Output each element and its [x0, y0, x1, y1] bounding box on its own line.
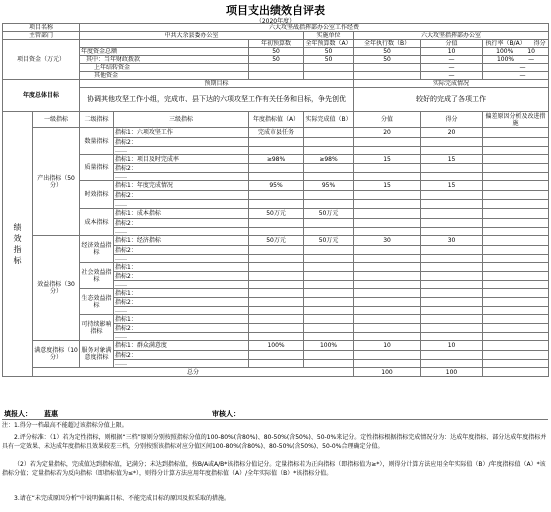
- level2-indicator: 生态效益指标: [80, 289, 114, 315]
- report-title: 项目支出绩效自评表: [226, 4, 325, 17]
- fund-cell-split: [483, 56, 549, 64]
- fund-cell: —: [519, 64, 526, 71]
- indicator-cell: [483, 128, 549, 138]
- indicator-cell: 指标2：: [114, 191, 249, 200]
- indicator-cell: [354, 281, 421, 289]
- total-remark: [483, 368, 549, 377]
- indicator-cell: [249, 351, 304, 360]
- fund-cell: —: [421, 56, 483, 64]
- indicator-cell: [304, 263, 354, 272]
- fund-row-label: 其中：当年财政拨款: [80, 56, 249, 64]
- indicator-cell: [354, 173, 421, 181]
- indicator-cell: [483, 272, 549, 281]
- indicator-cell: 10: [354, 341, 421, 351]
- fund-cell-split: [483, 48, 549, 56]
- indicator-cell: ≥98%: [304, 155, 354, 164]
- indicator-cell: [249, 360, 304, 368]
- indicator-cell: [354, 255, 421, 263]
- indicator-cell: 指标2：: [114, 138, 249, 147]
- level1-indicator: 效益指标（30分）: [33, 236, 80, 341]
- indicator-cell: [304, 138, 354, 147]
- indicator-cell: [354, 324, 421, 333]
- indicator-cell: [421, 281, 483, 289]
- fund-cell: 50: [304, 48, 354, 56]
- indicator-cell: [421, 147, 483, 155]
- indicator-cell: [354, 298, 421, 307]
- indicator-cell: [304, 200, 354, 209]
- level2-indicator: 数量指标: [80, 128, 114, 155]
- indicator-cell: [304, 246, 354, 255]
- indicator-cell: [483, 324, 549, 333]
- fund-cell: 50: [249, 48, 304, 56]
- indicator-cell: 指标2：: [114, 219, 249, 228]
- indicator-cell: 指标1：: [114, 315, 249, 324]
- indicator-cell: [354, 307, 421, 315]
- indicator-cell: [483, 236, 549, 246]
- unit-label: 实施单位: [304, 32, 354, 40]
- indicator-cell: [249, 281, 304, 289]
- indicator-cell: 完成市县任务: [249, 128, 304, 138]
- indicator-cell: [304, 351, 354, 360]
- indicator-cell: [304, 255, 354, 263]
- total-got: 100: [421, 368, 483, 377]
- level1-indicator: 产出指标（50分）: [33, 128, 80, 236]
- level2-indicator: 成本指标: [80, 209, 114, 236]
- fund-cell: —: [528, 56, 535, 63]
- indicator-cell: [483, 351, 549, 360]
- indicator-cell: [421, 164, 483, 173]
- indicator-cell: [483, 341, 549, 351]
- indicator-cell: [421, 209, 483, 219]
- indicator-cell: [249, 164, 304, 173]
- indicator-cell: [354, 263, 421, 272]
- indicator-cell: [304, 324, 354, 333]
- filler-label: 填报人：: [4, 410, 32, 418]
- indicator-cell: 30: [421, 236, 483, 246]
- fund-cell: —: [421, 64, 483, 72]
- fund-cell: [249, 72, 304, 80]
- indicator-cell: 50万元: [304, 236, 354, 246]
- indicator-cell: 95%: [304, 181, 354, 191]
- fund-cell: 50: [249, 56, 304, 64]
- indicator-cell: [354, 228, 421, 236]
- indicator-cell: 20: [421, 128, 483, 138]
- project-name-label: 项目名称: [3, 24, 80, 32]
- indicator-cell: 指标1：六项攻坚工作: [114, 128, 249, 138]
- indicator-cell: 95%: [249, 181, 304, 191]
- indicator-cell: [483, 138, 549, 147]
- level2-indicator: 质量指标: [80, 155, 114, 181]
- indicator-cell: [354, 333, 421, 341]
- indicator-cell: [354, 360, 421, 368]
- funds-col: 执行率（B/A）: [485, 40, 526, 47]
- indicator-col: 偏差原因分析及改进措施: [483, 112, 549, 128]
- level2-indicator: 社会效益指标: [80, 263, 114, 289]
- actual-header: 实际完成情况: [354, 80, 549, 88]
- indicator-cell: [354, 147, 421, 155]
- indicator-cell: 指标1：项目及时完成率: [114, 155, 249, 164]
- indicator-cell: [354, 246, 421, 255]
- indicator-cell: 指标2：: [114, 351, 249, 360]
- indicator-cell: 指标1：群众满意度: [114, 341, 249, 351]
- indicator-cell: [421, 255, 483, 263]
- reviewer-label: 审核人：: [212, 410, 240, 418]
- indicator-cell: [249, 289, 304, 298]
- indicator-cell: 15: [421, 181, 483, 191]
- fund-cell: 100%: [496, 56, 515, 63]
- indicator-cell: [421, 263, 483, 272]
- indicator-cell: [249, 173, 304, 181]
- fund-cell: 50: [354, 48, 421, 56]
- self-evaluation-table: [2, 23, 549, 377]
- expected-header: 预期目标: [80, 80, 354, 88]
- indicator-cell: [483, 246, 549, 255]
- indicator-cell: 50万元: [304, 209, 354, 219]
- indicator-cell: [354, 191, 421, 200]
- indicator-cell: [483, 200, 549, 209]
- level2-indicator: 可持续影响指标: [80, 315, 114, 341]
- indicator-cell: [421, 272, 483, 281]
- funds-col-split: [483, 40, 549, 48]
- indicator-cell: [421, 307, 483, 315]
- indicator-cell: 指标1：: [114, 289, 249, 298]
- indicator-cell: 15: [354, 181, 421, 191]
- indicator-cell: [304, 147, 354, 155]
- indicator-cell: [249, 315, 304, 324]
- indicator-col: 得分: [421, 112, 483, 128]
- indicator-cell: ……: [114, 333, 249, 341]
- funds-col: 年初预算数: [249, 40, 304, 48]
- indicator-cell: ……: [114, 173, 249, 181]
- indicator-cell: [421, 138, 483, 147]
- indicator-cell: [249, 324, 304, 333]
- indicator-cell: [249, 191, 304, 200]
- indicator-cell: [304, 173, 354, 181]
- indicator-cell: 50万元: [249, 209, 304, 219]
- fund-cell: [304, 72, 354, 80]
- dept-label: 主管部门: [3, 32, 80, 40]
- indicator-cell: [304, 281, 354, 289]
- indicator-cell: [249, 307, 304, 315]
- project-name-value: 六大攻坚战指挥部办公室工作经费: [80, 24, 549, 32]
- report-year: （2020年度）: [255, 18, 296, 25]
- indicator-cell: [483, 360, 549, 368]
- indicator-cell: [304, 289, 354, 298]
- funds-col: 分值: [421, 40, 483, 48]
- indicator-cell: 指标2：: [114, 272, 249, 281]
- level2-indicator: 经济效益指标: [80, 236, 114, 263]
- fund-cell: [354, 64, 421, 72]
- indicator-cell: [421, 246, 483, 255]
- level2-indicator: 服务对象满意度指标: [80, 341, 114, 368]
- funds-corner: [80, 40, 249, 48]
- indicator-cell: 指标1：成本指标: [114, 209, 249, 219]
- indicator-cell: [354, 164, 421, 173]
- indicator-cell: [483, 147, 549, 155]
- indicator-cell: [304, 128, 354, 138]
- indicator-cell: [354, 219, 421, 228]
- indicator-cell: [249, 272, 304, 281]
- indicator-cell: [483, 263, 549, 272]
- indicator-cell: [249, 147, 304, 155]
- indicator-cell: [483, 333, 549, 341]
- funds-col: 全年预算数（A）: [305, 40, 352, 47]
- indicator-col: 一级指标: [33, 112, 80, 128]
- indicator-cell: 指标2：: [114, 246, 249, 255]
- fund-row-label: 年度资金总额: [80, 48, 249, 56]
- indicator-cell: [421, 324, 483, 333]
- indicator-cell: 15: [354, 155, 421, 164]
- indicator-cell: [483, 315, 549, 324]
- indicator-cell: [483, 289, 549, 298]
- fund-cell: —: [421, 72, 483, 80]
- indicator-cell: [421, 228, 483, 236]
- indicator-col: 三级指标: [114, 112, 249, 128]
- indicator-cell: 100%: [249, 341, 304, 351]
- fund-cell: 50: [304, 56, 354, 64]
- indicator-cell: [483, 173, 549, 181]
- indicator-cell: ……: [114, 255, 249, 263]
- indicator-cell: [354, 351, 421, 360]
- indicator-cell: 指标1：经济指标: [114, 236, 249, 246]
- indicator-cell: [249, 138, 304, 147]
- fund-cell: [304, 64, 354, 72]
- indicator-cell: [354, 209, 421, 219]
- indicator-cell: [354, 315, 421, 324]
- indicator-cell: [421, 219, 483, 228]
- fund-cell-split: [483, 64, 549, 72]
- indicator-cell: [421, 351, 483, 360]
- actual-result: 较好的完成了各项工作: [354, 88, 549, 112]
- indicator-cell: ……: [114, 228, 249, 236]
- indicator-cell: [483, 181, 549, 191]
- fund-cell: [354, 72, 421, 80]
- note-4: 3.请在“未完成原因分析”中说明偏离目标、不能完成目标的原因及拟采取的措施。: [14, 495, 230, 502]
- indicator-cell: [483, 191, 549, 200]
- indicator-cell: [354, 138, 421, 147]
- indicator-cell: ≥98%: [249, 155, 304, 164]
- indicator-cell: [483, 298, 549, 307]
- fund-row-label: 上年结转资金: [80, 64, 249, 72]
- indicator-cell: [483, 307, 549, 315]
- indicator-cell: [304, 333, 354, 341]
- objective-label: 年度总体目标: [3, 80, 80, 112]
- indicator-cell: 指标2：: [114, 298, 249, 307]
- indicator-cell: [483, 209, 549, 219]
- indicator-cell: 20: [354, 128, 421, 138]
- indicator-cell: [483, 281, 549, 289]
- indicator-cell: [304, 219, 354, 228]
- fund-cell: —: [519, 72, 526, 79]
- indicator-cell: [304, 315, 354, 324]
- indicator-cell: [304, 191, 354, 200]
- indicator-cell: [483, 155, 549, 164]
- fund-cell: 10: [527, 48, 535, 55]
- indicator-cell: [304, 164, 354, 173]
- indicator-cell: 50万元: [249, 236, 304, 246]
- indicator-cell: ……: [114, 307, 249, 315]
- indicator-cell: 指标2：: [114, 164, 249, 173]
- indicator-cell: [421, 191, 483, 200]
- indicator-cell: [249, 200, 304, 209]
- indicator-col: 年度指标值（A）: [249, 112, 304, 128]
- indicator-cell: 指标2：: [114, 324, 249, 333]
- divider: [2, 419, 548, 420]
- indicator-cell: [421, 289, 483, 298]
- indicator-cell: [421, 298, 483, 307]
- indicator-cell: ……: [114, 360, 249, 368]
- dept-value: 中共大余县委办公室: [80, 32, 304, 40]
- indicator-cell: [304, 298, 354, 307]
- indicator-cell: [249, 298, 304, 307]
- indicator-cell: ……: [114, 281, 249, 289]
- indicator-cell: [304, 360, 354, 368]
- funds-col: 得分: [533, 40, 546, 47]
- indicator-cell: [483, 164, 549, 173]
- indicator-cell: [249, 333, 304, 341]
- level1-indicator: 满意度指标（10分）: [33, 341, 80, 368]
- note-2: 2.评分标准：（1）若为定性指标，则根据“三档”原则分别按照指标分值的100-80%(含80%)、80-50%(含50%)、50-0%来记分。定性指标根据指标完成情况分为：达成年度指标、部分达成年度指标并具有一定效果、未达成年度指标且效果较差三档，分别按照该指标对应分值区间100-80%(含80%)、80-50%(含50%)、50-0%合理确定分值。: [2, 434, 547, 450]
- total-score: 100: [354, 368, 421, 377]
- expected-goal: 协调其他攻坚工作小组，完成市、县下达的六项攻坚工作有关任务和目标，争先创优: [80, 88, 354, 112]
- fund-cell: [249, 64, 304, 72]
- indicator-cell: [483, 219, 549, 228]
- indicator-cell: [249, 219, 304, 228]
- indicators-section-label: 绩效指标: [3, 112, 33, 377]
- indicator-cell: [249, 246, 304, 255]
- indicator-cell: 指标1：: [114, 263, 249, 272]
- fund-cell: 50: [354, 56, 421, 64]
- indicator-cell: 15: [421, 155, 483, 164]
- indicator-cell: [354, 289, 421, 298]
- indicator-col: 二级指标: [80, 112, 114, 128]
- indicator-cell: [421, 200, 483, 209]
- note-3: （2）若为定量指标，完成值达到指标值，记满分；未达到指标值，按B/A或A/B*该指标分值记分。定量指标若为正向指标（即指标值为≥*），则得分计算方法应用全年实际值（B）/年度指标值（A）*该指标分值；定量指标若为反向指标（即指标值为≤*），则得分计算方法应用年度指标值（A）/全年实际值（B）*该指标分值。: [2, 461, 546, 477]
- filler-name: 蓝惠: [44, 410, 58, 418]
- indicator-cell: [354, 200, 421, 209]
- indicator-cell: [421, 173, 483, 181]
- indicator-cell: [304, 228, 354, 236]
- level2-indicator: 时效指标: [80, 181, 114, 209]
- indicator-cell: [421, 333, 483, 341]
- fund-cell-split: [483, 72, 549, 80]
- indicator-cell: [421, 360, 483, 368]
- indicator-cell: [483, 255, 549, 263]
- fund-cell: 100%: [496, 48, 514, 55]
- total-label: 总分: [33, 368, 354, 377]
- funds-col: 全年执行数（B）: [354, 40, 421, 48]
- indicator-cell: [304, 272, 354, 281]
- indicator-cell: [304, 307, 354, 315]
- indicator-cell: [421, 315, 483, 324]
- indicator-cell: 30: [354, 236, 421, 246]
- indicator-cell: [249, 263, 304, 272]
- indicator-cell: [354, 272, 421, 281]
- fund-cell: 10: [421, 48, 483, 56]
- note-1: 注：1.得分一档最高不能超过该指标分值上限。: [2, 422, 128, 429]
- indicator-col: 分值: [354, 112, 421, 128]
- indicator-cell: [249, 228, 304, 236]
- indicator-cell: ……: [114, 147, 249, 155]
- funds-label: 项目资金（万元）: [3, 40, 80, 80]
- unit-value: 六大攻坚指挥部办公室: [354, 32, 549, 40]
- indicator-cell: 10: [421, 341, 483, 351]
- indicator-col: 实际完成值（B）: [304, 112, 354, 128]
- indicator-cell: 100%: [304, 341, 354, 351]
- indicator-cell: ……: [114, 200, 249, 209]
- indicator-cell: [483, 228, 549, 236]
- fund-row-label: 其他资金: [80, 72, 249, 80]
- indicator-cell: 指标1：年度完成情况: [114, 181, 249, 191]
- indicator-cell: [249, 255, 304, 263]
